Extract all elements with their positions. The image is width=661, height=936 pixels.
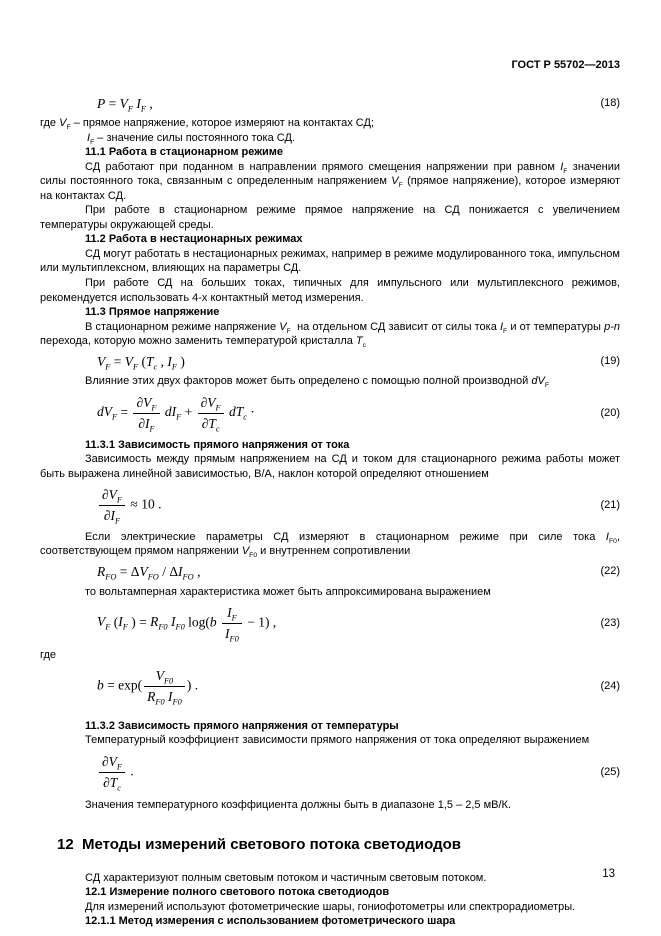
- equation-number-25: (25): [600, 765, 620, 778]
- paragraph: СД характеризуют полным световым потоком и частичным световым потоком.: [85, 871, 487, 884]
- formula-22: $R_{FO} = \Delta V_{FO} / \Delta I_{FO}$ ,: [97, 563, 201, 582]
- paragraph: Для измерений используют фотометрические шары, гониофотометры или спектрорадиометры.: [85, 900, 576, 913]
- paragraph: Если электрические параметры СД измеряют в стационарном режиме при силе тока $I_{F0}$, соответствующем прямом напряжении $V_{F0}$ и внутреннем сопротивлении: [40, 530, 620, 560]
- equation-number-19: (19): [600, 355, 620, 368]
- formula-18: $P = V_F$ $I_F$ ,: [97, 95, 153, 114]
- equation-number-23: (23): [600, 617, 620, 630]
- page-number: 13: [602, 867, 615, 880]
- equation-number-24: (24): [600, 680, 620, 693]
- paragraph: В стационарном режиме напряжение $V_F$ на отдельном СД зависит от силы тока $I_F$ и от температуры p-n перехода, которую можно заменить температурой кристалла $T_c$: [40, 320, 620, 350]
- equation-20: [40, 393, 620, 434]
- equation-22: [40, 563, 620, 581]
- heading-11-3-2: 11.3.2 Зависимость прямого напряжения от температуры: [85, 719, 399, 732]
- heading-11-3-1: 11.3.1 Зависимость прямого напряжения от тока: [85, 438, 350, 451]
- equation-25: [40, 752, 620, 793]
- paragraph: СД могут работать в нестационарных режимах, например в режиме модулированного тока, импульсном или мультиплексном, влияющих на параметры СД.: [40, 247, 620, 275]
- equation-number-20: (20): [600, 406, 620, 419]
- heading-section-12: 12 Методы измерений светового потока светодиодов: [57, 836, 461, 853]
- formula-24: b = exp( $\frac{V_{F0}}{R_{F0} I_{F0}}$ ) .: [97, 668, 199, 707]
- heading-11-1: 11.1 Работа в стационарном режиме: [85, 146, 284, 159]
- paragraph: СД работают при поданном в направлении прямого смещения напряжении при равном $I_F$ значении силы постоянного тока, связанным с определенным напряжением $V_F$ (прямое напряжение), которое измеряют на контактах СД.: [40, 160, 621, 202]
- paragraph: Значения температурного коэффициента должны быть в диапазоне 1,5 – 2,5 мВ/К.: [85, 799, 512, 812]
- paragraph: Температурный коэффициент зависимости прямого напряжения от тока определяют выражением: [85, 734, 590, 747]
- equation-24: [40, 666, 620, 707]
- equation-21: [40, 485, 620, 526]
- equation-number-21: (21): [600, 499, 620, 512]
- equation-number-22: (22): [600, 565, 620, 578]
- formula-23: $V_F$ ($I_F$ ) = $R_{F0}$ $I_{F0}$ log(b $\frac{I_F}{I_{F0}}$ − 1) ,: [97, 605, 277, 644]
- paragraph: то вольтамперная характеристика может быть аппроксимирована выражением: [85, 585, 491, 598]
- equation-number-18: (18): [600, 97, 620, 110]
- heading-11-2: 11.2 Работа в нестационарных режимах: [85, 233, 303, 246]
- formula-25: $\frac{\partial V_F}{\partial T_c}$ .: [40, 752, 134, 793]
- document-header-number: ГОСТ Р 55702—2013: [511, 59, 620, 71]
- paragraph: Зависимость между прямым напряжением на СД и током для стационарного режима работы может быть выражена линейной зависимостью, В/А, наклон которой определяют отношением: [40, 453, 620, 480]
- paragraph: При работе СД на больших токах, типичных для импульсного или мультиплексного режимов, рекомендуется использовать 4-х контактный метод измерения.: [40, 277, 620, 304]
- heading-12-1-1: 12.1.1 Метод измерения с использованием фотометрического шара: [85, 915, 456, 928]
- formula-20: $dV_F$ = $\frac{\partial V_F}{\partial I_F}$ $dI_F$ + $\frac{\partial V_F}{\partial T_c}$ $dT_c$ ·: [97, 394, 255, 434]
- heading-12-1: 12.1 Измерение полного светового потока светодиодов: [85, 886, 390, 899]
- paragraph: Влияние этих двух факторов может быть определено с помощью полной производной $dV_F$: [85, 375, 549, 390]
- equation-18: [40, 95, 620, 113]
- paragraph: При работе в стационарном режиме прямое напряжение на СД понижается с увеличением температуры окружающей среды.: [40, 204, 620, 231]
- equation-23: [40, 603, 620, 644]
- formula-19: $V_F = V_F$ ($T_c$ , $I_F$ ): [97, 353, 185, 372]
- where-clause-line-1: где $V_F$ – прямое напряжение, которое измеряют на контактах СД;: [40, 117, 374, 132]
- where-clause-line-2: $I_F$ – значение силы постоянного тока СД.: [87, 131, 295, 147]
- where-clause: где: [40, 648, 57, 661]
- heading-11-3: 11.3 Прямое напряжение: [85, 306, 220, 319]
- formula-21: $\frac{\partial V_F}{\partial I_F}$ ≈ 10 .: [40, 485, 161, 526]
- equation-19: [40, 353, 620, 371]
